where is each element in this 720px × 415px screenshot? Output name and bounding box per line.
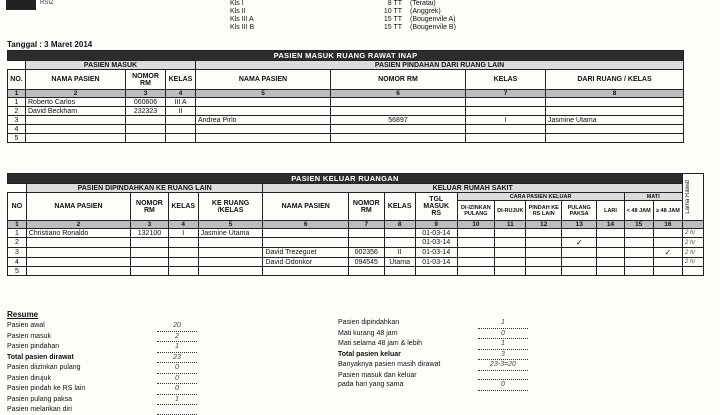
resume-row — [338, 329, 528, 340]
col-header: KELAS — [168, 193, 198, 221]
table-cell: 3 — [8, 248, 27, 258]
exit-method-group-header: CARA PASIEN KELUAR — [457, 193, 624, 201]
check-cell — [653, 258, 682, 267]
check-cell — [624, 238, 653, 248]
length-of-stay-cell: 2 hr — [683, 248, 704, 258]
transferred-out-group-header: PASIEN DIPINDAHKAN KE RUANG LAIN — [26, 184, 263, 193]
resume-value: 23-3=20 — [478, 360, 528, 371]
col-number: 4 — [168, 221, 198, 229]
resume-label: Banyaknya pasien masih dirawat — [338, 361, 441, 368]
col-header: NOMOR RM — [131, 193, 169, 221]
col-number-blank — [683, 221, 704, 229]
class-name: Kls I — [230, 0, 244, 7]
col-header: NAMA PASIEN — [263, 193, 349, 221]
death-group-header: MATI — [624, 193, 682, 201]
table-cell: 4 — [8, 125, 26, 134]
check-cell — [457, 248, 495, 258]
col-header: PULANG PAKSA — [561, 201, 596, 221]
table-cell — [196, 134, 331, 143]
col-header: NAMA PASIEN — [26, 193, 130, 221]
table-row — [8, 258, 704, 267]
table-cell: 1 — [8, 229, 27, 238]
class-capacity-row — [230, 8, 490, 16]
lama-rawat-label: Lama Rawat — [685, 180, 692, 214]
resume-label: Pasien masuk — [7, 332, 51, 340]
check-cell — [597, 229, 624, 238]
table-cell — [263, 267, 349, 276]
check-cell — [624, 229, 653, 238]
col-number: 5 — [196, 90, 331, 98]
table-cell — [131, 238, 169, 248]
table-cell — [198, 267, 263, 276]
col-number: 2 — [26, 221, 130, 229]
table-cell: 002356 — [349, 248, 384, 258]
table-cell — [26, 267, 130, 276]
table-cell — [131, 248, 169, 258]
table-cell — [546, 125, 684, 134]
resume-value — [478, 371, 528, 381]
col-header: KELAS — [384, 193, 415, 221]
col-header: NAMA PASIEN — [26, 70, 126, 90]
check-cell — [624, 258, 653, 267]
check-cell — [653, 267, 682, 276]
col-number: 1 — [8, 221, 27, 229]
table-cell: II — [166, 107, 196, 116]
table-cell — [166, 125, 196, 134]
check-cell — [457, 267, 495, 276]
check-cell — [597, 267, 624, 276]
table-cell — [349, 267, 384, 276]
length-of-stay-cell: 2 hr — [683, 258, 704, 267]
resume-value: 20 — [157, 321, 197, 332]
col-number: 16 — [653, 221, 682, 229]
col-number: 8 — [384, 221, 415, 229]
col-header: < 48 JAM — [624, 201, 653, 221]
col-number: 3 — [131, 221, 169, 229]
table-cell — [26, 116, 126, 125]
table-cell — [131, 267, 169, 276]
col-header: TGL MASUK RS — [415, 193, 457, 221]
resume-row — [7, 332, 197, 343]
resume-row — [7, 363, 197, 374]
check-cell — [495, 238, 526, 248]
table-cell — [466, 98, 546, 107]
check-cell — [457, 229, 495, 238]
table-cell — [331, 98, 466, 107]
check-cell — [653, 238, 682, 248]
length-of-stay-header — [683, 174, 704, 221]
resume-value: 1 — [478, 339, 528, 350]
table-cell — [168, 267, 198, 276]
admissions-title: PASIEN MASUK RUANG RAWAT INAP — [8, 51, 684, 61]
table-cell — [384, 238, 415, 248]
class-capacity-row — [230, 0, 490, 8]
table-cell: Jasmine Utama — [546, 116, 684, 125]
table-cell — [126, 134, 166, 143]
table-cell — [349, 229, 384, 238]
col-number: 9 — [415, 221, 457, 229]
incoming-group-header: PASIEN MASUK — [26, 61, 196, 70]
length-of-stay-cell: 2 hr — [683, 229, 704, 238]
resume-value: 0 — [478, 380, 528, 391]
table-cell — [168, 238, 198, 248]
col-header: KELAS — [466, 70, 546, 90]
resume-label: Pasien dipindahkan — [338, 319, 400, 326]
col-header: KE RUANG /KELAS — [198, 193, 263, 221]
table-cell — [26, 238, 130, 248]
col-header: NOMOR RM — [126, 70, 166, 90]
check-cell — [526, 248, 561, 258]
check-cell — [597, 248, 624, 258]
resume-value — [157, 405, 197, 415]
table-cell: II — [384, 248, 415, 258]
resume-row — [338, 371, 528, 381]
check-cell: ✓ — [653, 248, 682, 258]
resume-value: 1 — [157, 342, 197, 353]
check-cell — [526, 229, 561, 238]
resume-label: Pasien pindahan — [7, 343, 60, 350]
bed-count: 8 TT — [387, 0, 402, 7]
check-cell — [526, 238, 561, 248]
ward-name: (Anggrek) — [410, 8, 441, 15]
check-cell — [561, 258, 596, 267]
resume-label: Pasien pulang paksa — [7, 395, 72, 403]
table-cell: 3 — [8, 116, 26, 125]
col-number: 13 — [561, 221, 596, 229]
table-cell — [349, 238, 384, 248]
length-of-stay-cell — [683, 267, 704, 276]
col-number: 14 — [597, 221, 624, 229]
col-number: 12 — [526, 221, 561, 229]
resume-row — [338, 360, 528, 371]
admissions-table — [7, 50, 684, 143]
col-number: 3 — [126, 90, 166, 98]
resume-row — [7, 405, 197, 415]
check-cell — [624, 248, 653, 258]
table-row — [8, 125, 684, 134]
hospital-logo — [6, 0, 36, 10]
col-header: KELAS — [166, 70, 196, 90]
logo-text: RSIZ — [40, 0, 54, 6]
table-cell — [263, 238, 349, 248]
check-cell — [495, 229, 526, 238]
col-header: ≥ 48 JAM — [653, 201, 682, 221]
table-cell — [331, 125, 466, 134]
table-cell — [166, 134, 196, 143]
col-number: 8 — [546, 90, 684, 98]
col-header: DI-RUJUK — [495, 201, 526, 221]
table-cell — [26, 248, 130, 258]
table-cell — [384, 267, 415, 276]
table-cell — [196, 125, 331, 134]
table-cell — [26, 134, 126, 143]
check-cell — [495, 267, 526, 276]
table-row — [8, 107, 684, 116]
bed-count: 15 TT — [383, 24, 402, 31]
col-number: 6 — [263, 221, 349, 229]
resume-value: 0 — [157, 374, 197, 385]
table-cell: David Trezeguet — [263, 248, 349, 258]
col-number: 2 — [26, 90, 126, 98]
col-number: 11 — [495, 221, 526, 229]
table-cell — [131, 258, 169, 267]
table-cell: Roberto Carlos — [26, 98, 126, 107]
check-cell — [561, 267, 596, 276]
col-number: 1 — [8, 90, 26, 98]
check-cell — [561, 248, 596, 258]
check-cell — [457, 238, 495, 248]
table-cell — [126, 116, 166, 125]
check-cell — [457, 258, 495, 267]
resume-value: 0 — [157, 363, 197, 374]
table-cell — [198, 238, 263, 248]
table-row — [8, 134, 684, 143]
table-row — [8, 229, 704, 238]
resume-row — [338, 339, 528, 350]
resume-row — [7, 374, 197, 385]
col-header: LARI — [597, 201, 624, 221]
table-cell — [466, 107, 546, 116]
table-cell: 2 — [8, 238, 27, 248]
col-number: 15 — [624, 221, 653, 229]
table-cell — [166, 116, 196, 125]
resume-row — [7, 321, 197, 332]
table-cell — [331, 134, 466, 143]
table-cell — [26, 125, 126, 134]
table-cell: 01-03-14 — [415, 248, 457, 258]
class-name: Kls III A — [230, 16, 254, 23]
length-of-stay-cell: 2 hr — [683, 238, 704, 248]
resume-value: 23 — [157, 353, 197, 364]
table-row — [8, 267, 704, 276]
table-cell: Jasmine Utama — [198, 229, 263, 238]
resume-row — [7, 353, 197, 364]
class-capacity-row — [230, 24, 490, 32]
check-cell: ✓ — [561, 238, 596, 248]
table-cell: I — [168, 229, 198, 238]
resume-label: Total pasien dirawat — [7, 353, 74, 361]
resume-row — [338, 318, 528, 329]
resume-label: Mati selama 48 jam & lebih — [338, 340, 423, 347]
table-cell: 132100 — [131, 229, 169, 238]
col-number: 5 — [198, 221, 263, 229]
check-cell — [526, 267, 561, 276]
col-header: NO — [8, 193, 27, 221]
resume-label: Mati kurang 48 jam — [338, 329, 398, 337]
resume-row — [338, 380, 528, 391]
resume-label: Total pasien keluar — [338, 350, 401, 358]
table-cell — [198, 248, 263, 258]
table-cell — [126, 125, 166, 134]
table-row — [8, 98, 684, 107]
resume-right-column — [338, 318, 528, 391]
table-cell — [263, 229, 349, 238]
resume-label: Pasien melarikan diri — [7, 406, 72, 413]
table-cell — [546, 107, 684, 116]
resume-row — [338, 350, 528, 361]
table-cell — [546, 134, 684, 143]
class-capacity-list — [230, 0, 490, 32]
class-capacity-row — [230, 16, 490, 24]
table-cell — [466, 134, 546, 143]
table-cell: 01-03-14 — [415, 229, 457, 238]
table-cell — [26, 258, 130, 267]
table-cell: 2 — [8, 107, 26, 116]
resume-value: 2 — [157, 332, 197, 343]
col-header: NOMOR RM — [331, 70, 466, 90]
resume-row — [7, 395, 197, 406]
table-cell: 060606 — [126, 98, 166, 107]
table-cell — [198, 258, 263, 267]
table-cell: Andrea Pirlo — [196, 116, 331, 125]
table-cell — [196, 107, 331, 116]
table-cell — [331, 107, 466, 116]
col-header: NO. — [8, 70, 26, 90]
resume-value: 0 — [157, 384, 197, 395]
resume-value: 0 — [478, 329, 528, 340]
table-cell: 01-03-14 — [415, 238, 457, 248]
table-cell: 094545 — [349, 258, 384, 267]
resume-left-column — [7, 321, 197, 415]
discharges-title: PASIEN KELUAR RUANGAN — [8, 174, 683, 184]
table-cell: I — [466, 116, 546, 125]
table-cell: 1 — [8, 98, 26, 107]
check-cell — [561, 229, 596, 238]
check-cell — [653, 229, 682, 238]
table-cell: III A — [166, 98, 196, 107]
discharged-group-header: KELUAR RUMAH SAKIT — [263, 184, 683, 193]
resume-value: 1 — [157, 395, 197, 406]
table-cell — [168, 258, 198, 267]
resume-title: Resume — [7, 310, 39, 319]
table-row — [8, 248, 704, 258]
resume-label: Pasien diizinkan pulang — [7, 364, 81, 371]
col-number: 7 — [349, 221, 384, 229]
ward-name: (Bougenvile A) — [410, 16, 456, 23]
col-header: NOMOR RM — [349, 193, 384, 221]
table-cell — [546, 98, 684, 107]
table-cell: 01-03-14 — [415, 258, 457, 267]
table-cell: Christiano Ronaldo — [26, 229, 130, 238]
table-cell: David Beckham — [26, 107, 126, 116]
check-cell — [495, 258, 526, 267]
table-cell: 56897 — [331, 116, 466, 125]
check-cell — [526, 258, 561, 267]
check-cell — [597, 258, 624, 267]
table-cell: Utama — [384, 258, 415, 267]
check-cell — [597, 238, 624, 248]
bed-count: 10 TT — [383, 8, 402, 15]
col-number: 6 — [331, 90, 466, 98]
table-row — [8, 238, 704, 248]
col-header: PINDAH KE RS LAIN — [526, 201, 561, 221]
check-cell — [624, 267, 653, 276]
table-row — [8, 116, 684, 125]
resume-row — [7, 384, 197, 395]
resume-value: 1 — [478, 318, 528, 329]
table-cell — [168, 248, 198, 258]
table-cell: 232323 — [126, 107, 166, 116]
ward-name: (Teratai) — [410, 0, 436, 7]
resume-label: Pasien awal — [7, 322, 45, 329]
col-number: 7 — [466, 90, 546, 98]
class-name: Kls III B — [230, 24, 255, 31]
col-header: NAMA PASIEN — [196, 70, 331, 90]
table-cell — [415, 267, 457, 276]
resume-label: Pasien masuk dan keluar — [338, 371, 417, 379]
ward-name: (Bougenvile B) — [410, 24, 456, 31]
col-number: 4 — [166, 90, 196, 98]
table-cell — [196, 98, 331, 107]
col-header: DI-IZINKAN PULANG — [457, 201, 495, 221]
date-label: Tanggal : 3 Maret 2014 — [7, 40, 93, 49]
check-cell — [495, 248, 526, 258]
transfer-in-group-header: PASIEN PINDAHAN DARI RUANG LAIN — [196, 61, 684, 70]
col-number: 10 — [457, 221, 495, 229]
resume-row — [7, 342, 197, 353]
table-cell — [466, 125, 546, 134]
resume-value: 3 — [478, 350, 528, 361]
table-cell: David Odonkor — [263, 258, 349, 267]
table-cell: 5 — [8, 134, 26, 143]
discharges-table — [7, 173, 704, 276]
table-cell: 4 — [8, 258, 27, 267]
resume-label: Pasien dirujuk — [7, 374, 51, 382]
resume-label: Pasien pindah ke RS lain — [7, 385, 86, 392]
class-name: Kls II — [230, 8, 246, 15]
table-cell: 5 — [8, 267, 27, 276]
table-cell — [384, 229, 415, 238]
bed-count: 15 TT — [383, 16, 402, 23]
resume-label: pada hari yang sama — [338, 381, 404, 388]
col-header: DARI RUANG / KELAS — [546, 70, 684, 90]
